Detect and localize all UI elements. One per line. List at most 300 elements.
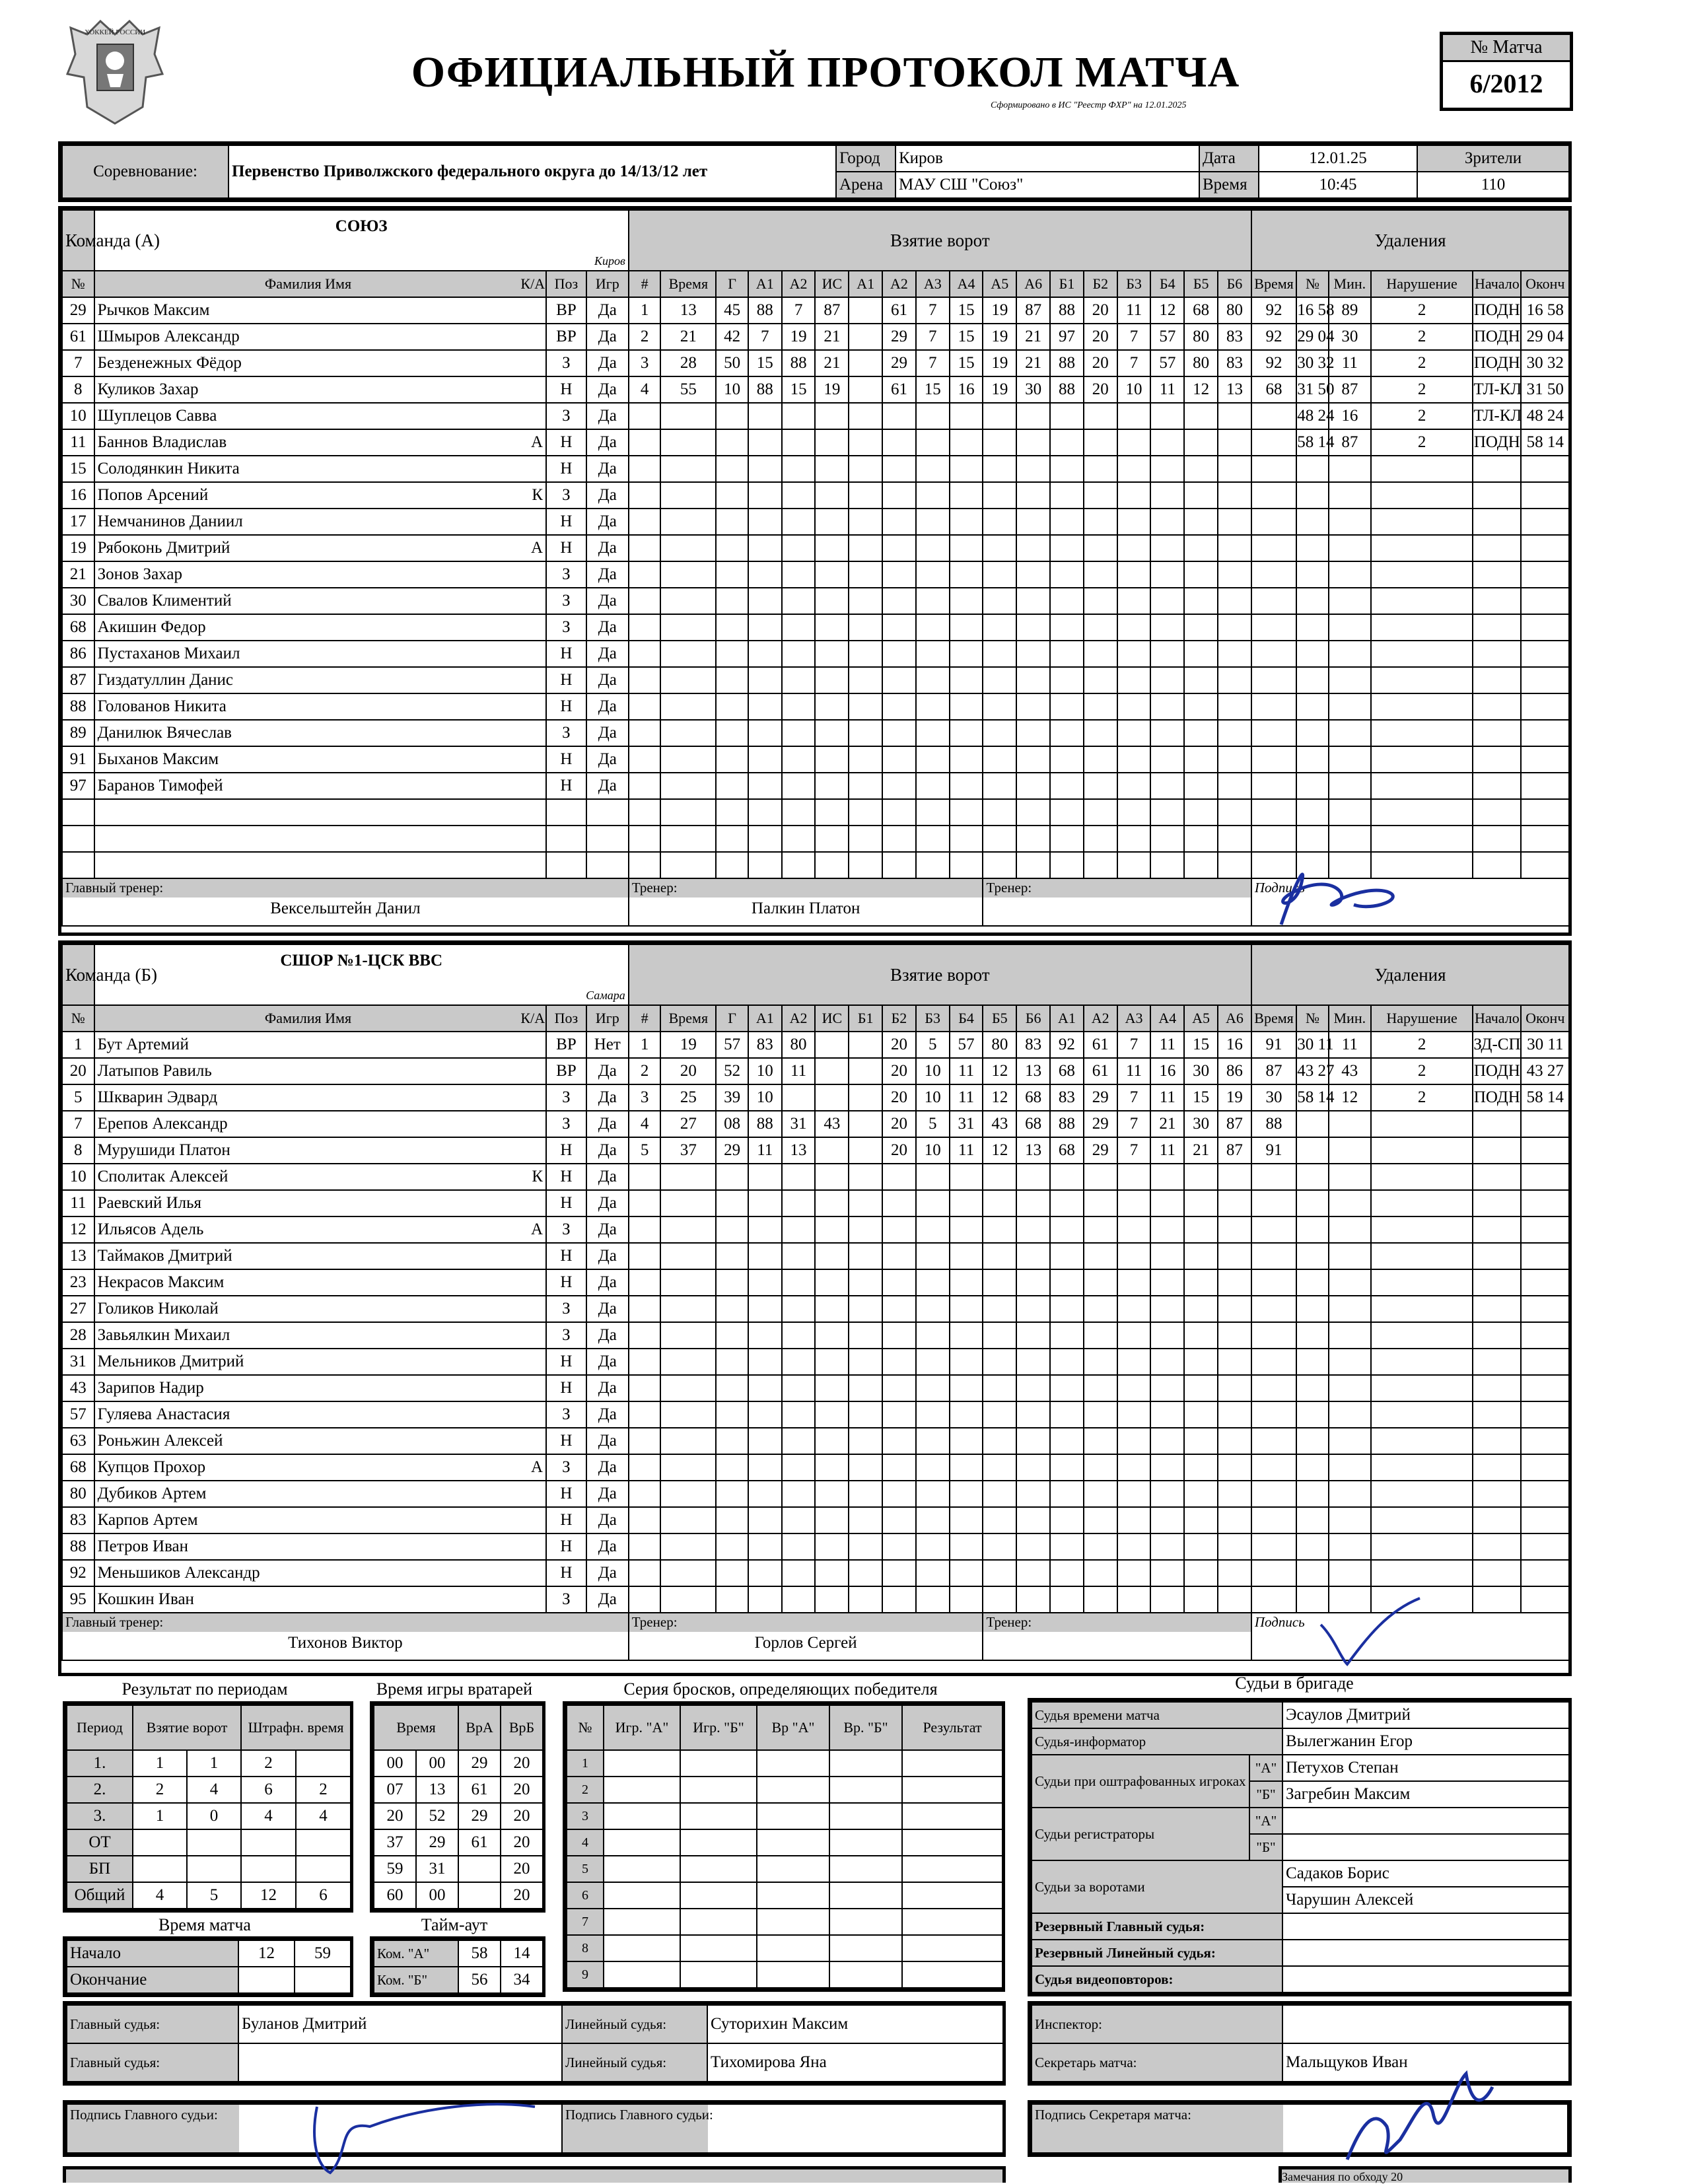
goal-cell (983, 456, 1016, 482)
period-name: Общий (67, 1882, 133, 1909)
player-row (62, 588, 1569, 614)
pen-time (1296, 1375, 1329, 1401)
goal-cell (1251, 773, 1296, 799)
goal-cell (983, 1401, 1016, 1428)
goal-cell (748, 1349, 782, 1375)
pen-infraction (1473, 1137, 1521, 1164)
goal-cell: 10 (916, 1137, 950, 1164)
goal-cell: 15 (950, 324, 983, 350)
shootout-cell (604, 1909, 680, 1935)
shootout-number: 9 (567, 1961, 604, 1988)
head-coach-label: Главный тренер: (65, 1614, 164, 1630)
pen-minutes (1371, 799, 1473, 826)
goalie-table (370, 1701, 545, 1913)
goal-cell (782, 1216, 816, 1243)
goal-cell (716, 746, 748, 773)
goal-cell (950, 482, 983, 509)
col-name-label: Фамилия Имя (264, 1010, 352, 1026)
goal-cell: 11 (1150, 1084, 1184, 1111)
goal-cell (660, 456, 716, 482)
pen-col-1: № (1296, 271, 1329, 297)
pen-time (1296, 1111, 1329, 1137)
goal-cell (1084, 826, 1117, 852)
goal-col-2: Г (716, 1005, 748, 1032)
goal-cell (782, 852, 816, 878)
team-a-signature (1255, 845, 1426, 944)
pen-player (1329, 1481, 1371, 1507)
shootout-number: 8 (567, 1935, 604, 1961)
goal-cell (629, 429, 661, 456)
pen-time (1296, 1533, 1329, 1560)
pen-player (1329, 1507, 1371, 1533)
player-row (62, 1296, 1569, 1322)
pen-infraction (1473, 1375, 1521, 1401)
goal-cell: 19 (983, 324, 1016, 350)
goal-cell (1218, 561, 1251, 588)
pen-infraction (1473, 588, 1521, 614)
goal-cell (1184, 1481, 1218, 1507)
goal-cell (815, 1349, 849, 1375)
period-name: 1. (67, 1750, 133, 1777)
goal-cell (1251, 1190, 1296, 1216)
pen-minutes (1371, 1533, 1473, 1560)
goal-cell (1251, 535, 1296, 561)
goal-cell (748, 746, 782, 773)
sign-main-ref-2: Подпись Главного судьи: (562, 2104, 1003, 2153)
pen-player (1329, 509, 1371, 535)
goal-cell (782, 1560, 816, 1586)
player-name-text: Немчанинов Даниил (97, 512, 243, 530)
head-coach-cell (62, 878, 629, 926)
goal-cell (1184, 1269, 1218, 1296)
goalie-cell: 00 (374, 1750, 416, 1777)
goal-cell (1050, 826, 1084, 852)
col-name-label: Фамилия Имя (264, 275, 352, 292)
player-position: З (546, 1454, 586, 1481)
player-position: Н (546, 1137, 586, 1164)
pen-infraction (1473, 1401, 1521, 1428)
player-played: Да (586, 376, 629, 403)
goal-cell (782, 1586, 816, 1613)
informer-label: Судья-информатор (1032, 1728, 1282, 1755)
goalie-cell: 20 (501, 1803, 543, 1829)
pen-player (1329, 1349, 1371, 1375)
player-position: Н (546, 1560, 586, 1586)
head-coach-cell (62, 1613, 629, 1660)
shootout-cell (680, 1777, 757, 1803)
goal-cell (916, 746, 950, 773)
pen-player (1329, 1560, 1371, 1586)
goal-cell (849, 1269, 882, 1296)
goal-cell (882, 1507, 916, 1533)
player-name (94, 429, 547, 456)
goal-cell (815, 693, 849, 720)
pen-col-0: Время (1251, 1005, 1296, 1032)
goal-cell (815, 1137, 849, 1164)
goal-cell (660, 1322, 716, 1349)
player-name-text: Свалов Климентий (97, 592, 232, 610)
goal-cell (716, 1164, 748, 1190)
player-played (586, 826, 629, 852)
player-name-text: Данилюк Вячеслав (97, 724, 232, 742)
goalie-row (374, 1856, 543, 1882)
footer-note-label: Замечания по обходу (1282, 2170, 1388, 2183)
player-played: Да (586, 667, 629, 693)
player-captain-mark: А (531, 1220, 544, 1238)
player-position: Н (546, 773, 586, 799)
reserve-line-value (1282, 1940, 1569, 1966)
goal-cell (716, 403, 748, 429)
goal-cell (716, 429, 748, 456)
pen-time: 31 50 (1296, 376, 1329, 403)
goal-cell (748, 509, 782, 535)
goal-cell (815, 614, 849, 641)
goal-cell: 19 (983, 376, 1016, 403)
col-ka-label: К/А (520, 1010, 545, 1026)
goal-cell (660, 693, 716, 720)
player-captain-mark: К (532, 1168, 544, 1185)
goal-cell: 21 (1016, 350, 1050, 376)
player-number: 92 (62, 1560, 94, 1586)
goal-cell (1084, 852, 1117, 878)
goal-cell (1251, 1481, 1296, 1507)
player-row (62, 1216, 1569, 1243)
goal-cell: 87 (1016, 297, 1050, 324)
goal-cell (1084, 1243, 1117, 1269)
goal-cell (916, 561, 950, 588)
goal-cell (660, 1401, 716, 1428)
goal-cell (1084, 614, 1117, 641)
goal-cell (1184, 1401, 1218, 1428)
pen-infraction (1473, 826, 1521, 852)
goal-cell (1050, 693, 1084, 720)
goal-cell (660, 667, 716, 693)
goal-cell: 29 (882, 324, 916, 350)
pen-start (1521, 614, 1569, 641)
goal-cell: 16 (950, 376, 983, 403)
goal-cell (782, 1164, 816, 1190)
goal-cell (983, 1296, 1016, 1322)
goal-cell: 92 (1251, 297, 1296, 324)
goal-cell (882, 852, 916, 878)
pen-start (1521, 482, 1569, 509)
player-played: Да (586, 1296, 629, 1322)
goal-cell (1016, 1533, 1050, 1560)
goal-cell: 5 (916, 1032, 950, 1058)
player-name-text: Зонов Захар (97, 565, 182, 583)
goal-cell (716, 456, 748, 482)
goal-cell (748, 720, 782, 746)
goal-cell (1016, 799, 1050, 826)
goal-cell (849, 1137, 882, 1164)
goal-cell (629, 799, 661, 826)
pen-infraction: ПОДН (1473, 1058, 1521, 1084)
goal-cell (1150, 509, 1184, 535)
player-row (62, 614, 1569, 641)
pen-infraction (1473, 561, 1521, 588)
goal-cell: 80 (983, 1032, 1016, 1058)
video-label: Судья видеоповторов: (1032, 1966, 1282, 1992)
player-name (94, 826, 547, 852)
goal-cell (1050, 641, 1084, 667)
goal-cell (815, 1454, 849, 1481)
goal-cell: 10 (1117, 376, 1151, 403)
player-number: 8 (62, 376, 94, 403)
goal-cell (882, 693, 916, 720)
goal-cell (782, 588, 816, 614)
secretary-signature (1334, 2047, 1506, 2179)
player-number: 21 (62, 561, 94, 588)
pen-time (1296, 1216, 1329, 1243)
goal-cell (1150, 1243, 1184, 1269)
goal-cell: 19 (815, 376, 849, 403)
player-position (546, 799, 586, 826)
spectators-value: 110 (1417, 172, 1569, 198)
scorer-a (1282, 1808, 1569, 1834)
goal-cell: 20 (882, 1137, 916, 1164)
player-played: Да (586, 1058, 629, 1084)
goal-cell (882, 535, 916, 561)
team-name: СОЮЗ (335, 217, 388, 235)
goal-cell (1084, 561, 1117, 588)
pen-time (1296, 1137, 1329, 1164)
player-row (62, 641, 1569, 667)
goal-cell (1016, 429, 1050, 456)
goal-cell (815, 1190, 849, 1216)
shootout-col-3: Вр "А" (757, 1705, 829, 1750)
goalie-cell: 52 (416, 1803, 458, 1829)
goal-cell: 57 (1150, 350, 1184, 376)
period-pen-b: 4 (296, 1803, 351, 1829)
pen-time (1296, 641, 1329, 667)
period-goals-b: 4 (187, 1777, 241, 1803)
pen-minutes (1371, 1216, 1473, 1243)
goal-cell: 21 (1184, 1137, 1218, 1164)
goal-cell (950, 1428, 983, 1454)
goal-cell: 13 (782, 1137, 816, 1164)
pen-col-5: Оконч (1521, 271, 1569, 297)
goal-cell (1050, 588, 1084, 614)
pen-col-2: Мин. (1329, 271, 1371, 297)
periods-table (63, 1701, 353, 1913)
shootout-cell (680, 1935, 757, 1961)
shootout-cell (902, 1777, 1002, 1803)
goal-cell (815, 535, 849, 561)
team-city: Киров (594, 254, 625, 267)
pen-col-2: Мин. (1329, 1005, 1371, 1032)
goal-cell: 29 (716, 1137, 748, 1164)
goal-cell (1218, 1243, 1251, 1269)
goal-cell (983, 1586, 1016, 1613)
goal-cell (950, 535, 983, 561)
shootout-row (567, 1882, 1002, 1909)
pen-start (1521, 773, 1569, 799)
goal-cell (1016, 826, 1050, 852)
goal-cell: 10 (748, 1058, 782, 1084)
goal-cell: 15 (782, 376, 816, 403)
main-ref-label-1: Главный судья: (67, 2005, 238, 2043)
pen-minutes: 2 (1371, 297, 1473, 324)
goal-cell (716, 588, 748, 614)
goal-cell: 37 (660, 1137, 716, 1164)
pen-start (1521, 746, 1569, 773)
goal-cell (983, 403, 1016, 429)
goal-cell (629, 482, 661, 509)
goal-cell: 55 (660, 376, 716, 403)
shootout-cell (902, 1909, 1002, 1935)
goal-cell (782, 641, 816, 667)
period-pen-b: 2 (296, 1777, 351, 1803)
goal-cell (1050, 1428, 1084, 1454)
pen-player (1329, 1296, 1371, 1322)
goal-cell (782, 746, 816, 773)
goal-cell (849, 1243, 882, 1269)
goal-cell (748, 1322, 782, 1349)
goal-cell (1117, 746, 1151, 773)
line-ref-1: Суторихин Максим (707, 2005, 1003, 2043)
reserve-main-value (1282, 1913, 1569, 1940)
player-played: Да (586, 720, 629, 746)
goal-cell (748, 1586, 782, 1613)
timeout-b-sec: 34 (501, 1967, 543, 1993)
player-position: З (546, 720, 586, 746)
goal-cell (1218, 1216, 1251, 1243)
goal-cell (882, 614, 916, 641)
player-name-text: Зарипов Надир (97, 1379, 204, 1397)
goal-cell (1050, 614, 1084, 641)
player-row (62, 509, 1569, 535)
player-played: Да (586, 1375, 629, 1401)
goal-cell (849, 1296, 882, 1322)
goal-cell (1084, 429, 1117, 456)
goal-cell (916, 1349, 950, 1375)
goal-cell (1016, 1216, 1050, 1243)
onice-col-2: Б3 (916, 1005, 950, 1032)
goal-cell: 11 (1150, 376, 1184, 403)
document-title: ОФИЦИАЛЬНЫЙ ПРОТОКОЛ МАТЧА (411, 48, 1240, 96)
goal-cell (950, 1164, 983, 1190)
pen-player: 16 (1329, 403, 1371, 429)
goal-cell (1016, 561, 1050, 588)
goal-cell (629, 693, 661, 720)
goal-col-0: # (629, 271, 661, 297)
goalie-cell: 60 (374, 1882, 416, 1909)
goal-cell (1150, 826, 1184, 852)
pen-infraction (1473, 614, 1521, 641)
goal-cell (1050, 1533, 1084, 1560)
goal-cell (916, 1216, 950, 1243)
player-row (62, 1454, 1569, 1481)
player-played: Да (586, 773, 629, 799)
goal-cell: 31 (782, 1111, 816, 1137)
pen-time (1296, 1401, 1329, 1428)
goal-cell (1184, 720, 1218, 746)
goal-cell (916, 614, 950, 641)
goal-cell (950, 1296, 983, 1322)
goal-cell (815, 799, 849, 826)
goal-cell (629, 1190, 661, 1216)
goal-cell (716, 1454, 748, 1481)
player-name-text: Меньшиков Александр (97, 1564, 260, 1582)
goal-cell (1016, 1349, 1050, 1375)
info-row (58, 141, 1572, 202)
goal-cell (660, 1586, 716, 1613)
goal-cell (1184, 852, 1218, 878)
match-start-label: Начало (67, 1940, 238, 1967)
goal-col-2: Г (716, 271, 748, 297)
goal-cell (660, 403, 716, 429)
shootout-cell (757, 1909, 829, 1935)
goal-cell (849, 1481, 882, 1507)
goal-cell (716, 693, 748, 720)
goal-cell (815, 852, 849, 878)
pen-player (1329, 746, 1371, 773)
goal-cell: 13 (1016, 1058, 1050, 1084)
penalties-title: Удаления (1251, 210, 1569, 271)
goal-cell (1050, 720, 1084, 746)
pen-player (1329, 1375, 1371, 1401)
line-ref-2: Тихомирова Яна (707, 2043, 1003, 2082)
goal-cell (916, 535, 950, 561)
goal-cell (660, 1481, 716, 1507)
sign-secretary: Подпись Секретаря матча: (1032, 2104, 1568, 2153)
player-name-text: Рябоконь Дмитрий (97, 539, 230, 557)
goal-cell (1184, 535, 1218, 561)
svg-text:ХОККЕЙ РОССИИ: ХОККЕЙ РОССИИ (84, 28, 146, 36)
goal-cell (629, 1375, 661, 1401)
pen-start (1521, 1401, 1569, 1428)
goal-cell (1016, 1190, 1050, 1216)
goal-cell (1150, 456, 1184, 482)
shootout-col-0: № (567, 1705, 604, 1750)
pen-time: 43 27 (1296, 1058, 1329, 1084)
goal-cell (629, 746, 661, 773)
goal-cell (716, 1481, 748, 1507)
player-name-text: Ерепов Александр (97, 1115, 228, 1133)
goal-cell: 3 (629, 1084, 661, 1111)
goal-cell (629, 561, 661, 588)
pen-minutes (1371, 509, 1473, 535)
timeout-a-sec: 14 (501, 1940, 543, 1967)
goal-cell (1050, 1164, 1084, 1190)
pen-minutes (1371, 614, 1473, 641)
goal-cell (629, 535, 661, 561)
goal-cell (1184, 588, 1218, 614)
player-name-text: Попов Арсений (97, 486, 209, 504)
player-name-text: Некрасов Максим (97, 1273, 225, 1291)
period-goals-b (187, 1856, 241, 1882)
player-position: З (546, 614, 586, 641)
shootout-cell (680, 1909, 757, 1935)
goal-cell (882, 1164, 916, 1190)
goal-cell (882, 456, 916, 482)
coach-label: Тренер: (631, 880, 678, 896)
goal-cell: 12 (983, 1058, 1016, 1084)
pen-start (1521, 1533, 1569, 1560)
shootout-cell (604, 1856, 680, 1882)
match-end-label: Окончание (67, 1967, 238, 1993)
line-ref-label-1: Линейный судья: (562, 2005, 707, 2043)
goal-cell: 12 (1184, 376, 1218, 403)
goalie-cell: 29 (458, 1803, 501, 1829)
player-name (94, 1586, 547, 1613)
goal-cell: 29 (1084, 1084, 1117, 1111)
goal-cell (849, 1111, 882, 1137)
pen-start: 29 04 (1521, 324, 1569, 350)
pen-player (1329, 535, 1371, 561)
pen-start (1521, 1190, 1569, 1216)
player-number: 15 (62, 456, 94, 482)
